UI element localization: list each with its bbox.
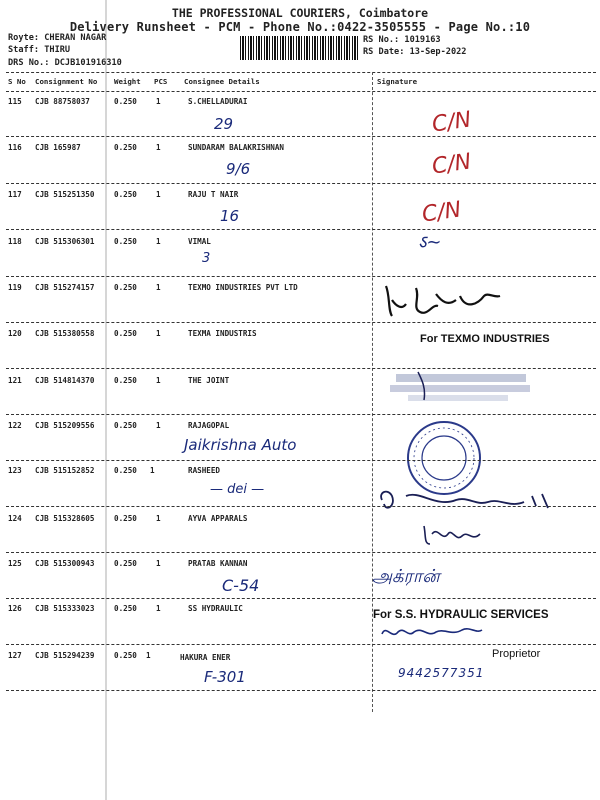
paper-fold-shadow — [105, 0, 107, 800]
row-125-signature: அக்ரான் — [372, 566, 440, 587]
row-118-note: 3 — [202, 251, 211, 266]
row-123-divider — [6, 506, 596, 507]
row-124-pcs: 1 — [156, 514, 161, 523]
row-118-weight: 0.250 — [114, 237, 137, 246]
row-117-pcs: 1 — [156, 190, 161, 199]
row-120-consignment: CJB 515380558 — [35, 329, 95, 338]
row-124-sno: 124 — [8, 514, 22, 523]
row-125-pcs: 1 — [156, 559, 161, 568]
col-header-sno: S No — [8, 77, 26, 86]
runsheet-title: Delivery Runsheet - PCM - Phone No.:0422-3505555 - Page No.:10 — [69, 20, 531, 34]
row-120-pcs: 1 — [156, 329, 161, 338]
row-121-sno: 121 — [8, 376, 22, 385]
row-119-divider — [6, 322, 596, 323]
row-117-sno: 117 — [8, 190, 22, 199]
row-122-consignment: CJB 515209556 — [35, 421, 95, 430]
row-123-consignee: RASHEED — [188, 466, 221, 475]
row-115-consignment: CJB 88758037 — [35, 97, 90, 106]
row-124-signature — [420, 520, 490, 550]
row-117-divider — [6, 229, 596, 230]
row-126-divider — [6, 644, 596, 645]
col-header-signature: Signature — [377, 77, 418, 86]
drs-label: DRS No.: DCJB101916310 — [8, 58, 122, 68]
row-126-weight: 0.250 — [114, 604, 137, 613]
row-121-weight: 0.250 — [114, 376, 137, 385]
row-116-sno: 116 — [8, 143, 22, 152]
row-121-consignee: THE JOINT — [188, 376, 230, 385]
staff-label: Staff: THIRU — [8, 45, 71, 55]
row-122-weight: 0.250 — [114, 421, 137, 430]
hydraulic-signature — [378, 622, 488, 642]
row-119-pcs: 1 — [156, 283, 161, 292]
row-120-weight: 0.250 — [114, 329, 137, 338]
row-116-weight: 0.250 — [114, 143, 137, 152]
header-rule-top — [6, 72, 596, 73]
row-127-signature: 9442577351 — [398, 666, 485, 680]
row-125-consignee: PRATAB KANNAN — [188, 559, 248, 568]
row-116-consignee: SUNDARAM BALAKRISHNAN — [188, 143, 285, 152]
row-126-sno: 126 — [8, 604, 22, 613]
row-122-note: Jaikrishna Auto — [184, 436, 297, 454]
row-126-consignment: CJB 515333023 — [35, 604, 95, 613]
col-header-pcs: PCS — [154, 77, 168, 86]
row-127-note: F-301 — [204, 668, 246, 686]
row-126-consignee: SS HYDRAULIC — [188, 604, 243, 613]
row-123-note: — dei — — [210, 482, 265, 497]
barcode — [240, 36, 358, 60]
row-118-divider — [6, 276, 596, 277]
row-118-consignee: VIMAL — [188, 237, 211, 246]
row-124-weight: 0.250 — [114, 514, 137, 523]
rs-number: RS No.: 1019163 — [363, 35, 441, 45]
row-121-consignment: CJB 514814370 — [35, 376, 95, 385]
row-125-weight: 0.250 — [114, 559, 137, 568]
row-127-pcs: 1 — [146, 651, 151, 660]
row-116-divider — [6, 183, 596, 184]
row-127-sno: 127 — [8, 651, 22, 660]
row-121-pcs: 1 — [156, 376, 161, 385]
row-123-signature — [376, 486, 566, 520]
col-header-consignment: Consignment No — [35, 77, 98, 86]
row-118-consignment: CJB 515306301 — [35, 237, 95, 246]
row-122-sno: 122 — [8, 421, 22, 430]
company-title: THE PROFESSIONAL COURIERS, Coimbatore — [171, 6, 429, 20]
row-125-divider — [6, 598, 596, 599]
texmo-signature — [376, 276, 506, 326]
row-125-consignment: CJB 515300943 — [35, 559, 95, 568]
row-119-sno: 119 — [8, 283, 22, 292]
row-122-consignee: RAJAGOPAL — [188, 421, 230, 430]
the-joint-stamp — [388, 370, 538, 410]
row-115-divider — [6, 136, 596, 137]
row-120-divider — [6, 368, 596, 369]
row-116-signature: C/N — [430, 149, 473, 180]
row-121-divider — [6, 414, 596, 415]
row-115-sno: 115 — [8, 97, 22, 106]
row-117-signature: C/N — [420, 197, 463, 228]
row-125-sno: 125 — [8, 559, 22, 568]
row-120-consignee: TEXMA INDUSTRIS — [188, 329, 257, 338]
row-127-divider — [6, 690, 596, 691]
col-header-weight: Weight — [114, 77, 141, 86]
row-115-weight: 0.250 — [114, 97, 137, 106]
row-118-sno: 118 — [8, 237, 22, 246]
row-123-sno: 123 — [8, 466, 22, 475]
row-123-consignment: CJB 515152852 — [35, 466, 95, 475]
row-124-divider — [6, 552, 596, 553]
proprietor-label: Proprietor — [492, 648, 541, 660]
route-label: Royte: CHERAN NAGAR — [8, 33, 107, 43]
row-119-consignment: CJB 515274157 — [35, 283, 95, 292]
row-118-pcs: 1 — [156, 237, 161, 246]
texmo-stamp: For TEXMO INDUSTRIES — [420, 333, 550, 345]
row-122-divider — [6, 460, 596, 461]
rs-date: RS Date: 13-Sep-2022 — [363, 47, 467, 57]
row-117-weight: 0.250 — [114, 190, 137, 199]
row-116-pcs: 1 — [156, 143, 161, 152]
row-117-consignee: RAJU T NAIR — [188, 190, 239, 199]
row-118-signature: ऽ~ — [418, 232, 442, 253]
header-rule-bottom — [6, 91, 596, 92]
row-124-consignment: CJB 515328605 — [35, 514, 95, 523]
col-header-consignee: Consignee Details — [184, 77, 260, 86]
row-116-note: 9/6 — [226, 160, 251, 178]
row-115-pcs: 1 — [156, 97, 161, 106]
row-115-signature: C/N — [430, 107, 473, 138]
row-125-note: C-54 — [222, 576, 260, 595]
row-117-consignment: CJB 515251350 — [35, 190, 95, 199]
row-115-note: 29 — [214, 115, 234, 133]
row-116-consignment: CJB 165987 — [35, 143, 81, 152]
row-127-consignee: HAKURA ENER — [180, 653, 231, 662]
row-127-consignment: CJB 515294239 — [35, 651, 95, 660]
row-120-sno: 120 — [8, 329, 22, 338]
row-122-pcs: 1 — [156, 421, 161, 430]
hydraulic-stamp: For S.S. HYDRAULIC SERVICES — [373, 609, 549, 621]
row-115-consignee: S.CHELLADURAI — [188, 97, 248, 106]
row-123-weight: 0.250 — [114, 466, 137, 475]
row-119-weight: 0.250 — [114, 283, 137, 292]
row-124-consignee: AYVA APPARALS — [188, 514, 248, 523]
row-123-pcs: 1 — [150, 466, 155, 475]
row-127-weight: 0.250 — [114, 651, 137, 660]
row-119-consignee: TEXMO INDUSTRIES PVT LTD — [188, 283, 298, 292]
row-126-pcs: 1 — [156, 604, 161, 613]
row-117-note: 16 — [220, 207, 240, 225]
